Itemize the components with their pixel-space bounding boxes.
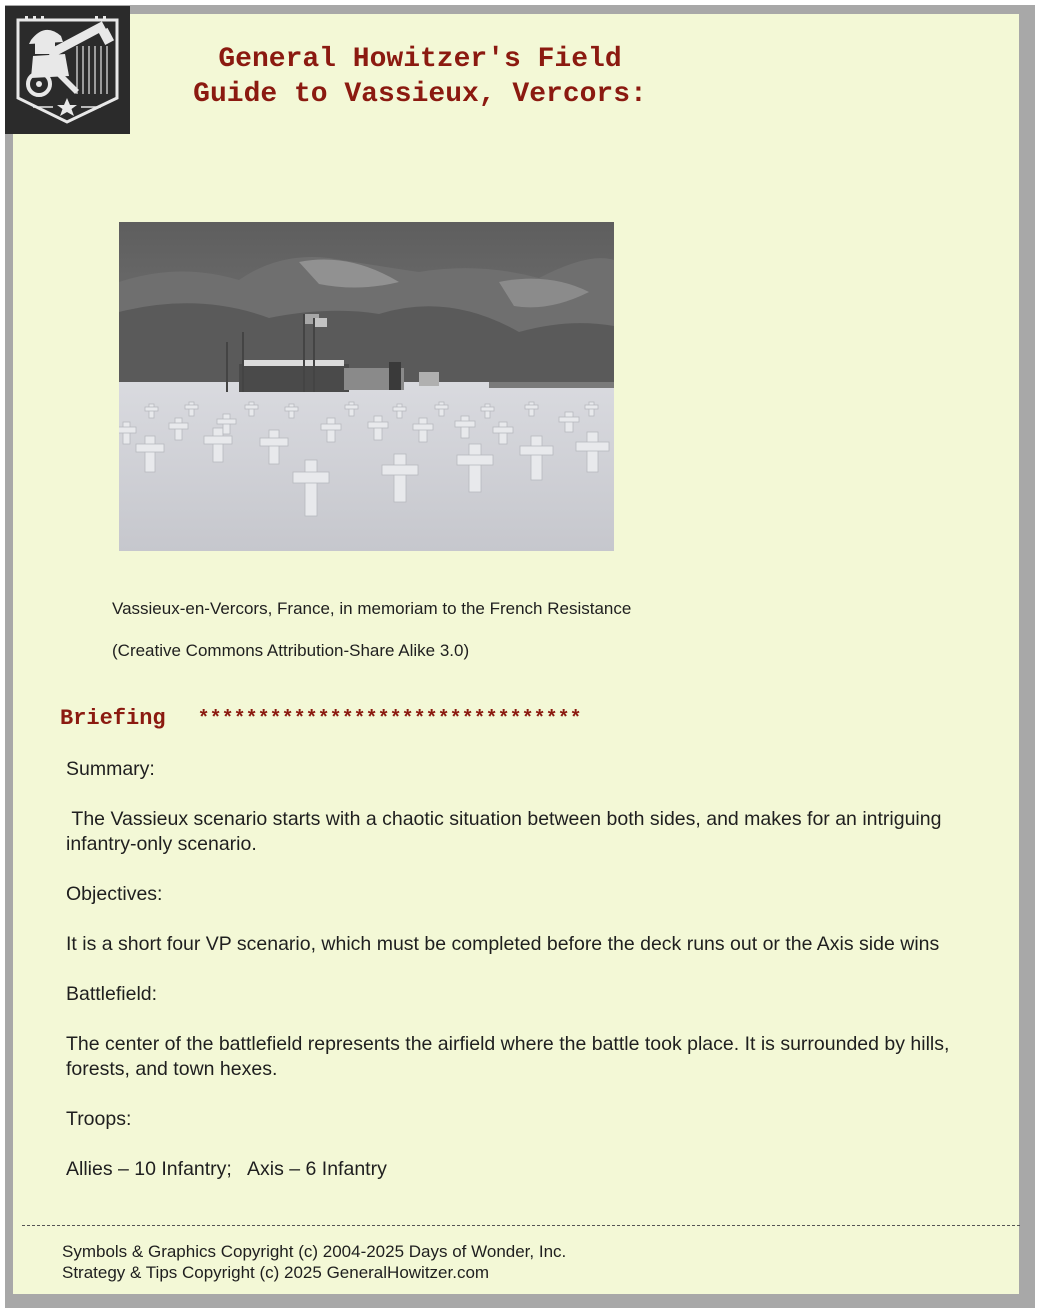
summary-label: Summary: bbox=[66, 758, 155, 780]
howitzer-soldier-icon bbox=[5, 6, 130, 134]
footer bbox=[62, 1241, 566, 1283]
title-line-2: Guide to Vassieux, Vercors: bbox=[193, 79, 647, 110]
briefing-stars: ******************************** bbox=[197, 708, 582, 731]
battlefield-text: The center of the battlefield represents the airfield where the battle took place. It is surrounded by hills, forests, and town hexes. bbox=[66, 1033, 955, 1080]
page-title bbox=[140, 42, 700, 112]
footer-copyright-graphics: Symbols & Graphics Copyright (c) 2004-2025 Days of Wonder, Inc. bbox=[62, 1242, 567, 1261]
license-text: (Creative Commons Attribution-Share Alike 3.0) bbox=[112, 641, 470, 660]
caption-text: Vassieux-en-Vercors, France, in memoriam to the French Resistance bbox=[112, 599, 632, 618]
photo-caption bbox=[112, 598, 672, 661]
footer-divider bbox=[22, 1225, 1020, 1226]
troops-text: Allies – 10 Infantry; Axis – 6 Infantry bbox=[66, 1158, 387, 1180]
title-line-1: General Howitzer's Field bbox=[218, 44, 622, 75]
footer-copyright-strategy: Strategy & Tips Copyright (c) 2025 GeneralHowitzer.com bbox=[62, 1263, 490, 1282]
troops-label: Troops: bbox=[66, 1108, 132, 1130]
objectives-label: Objectives: bbox=[66, 883, 163, 905]
briefing-content bbox=[66, 757, 996, 1207]
briefing-heading bbox=[60, 706, 582, 733]
briefing-label: Briefing bbox=[60, 706, 166, 731]
battlefield-label: Battlefield: bbox=[66, 983, 158, 1005]
summary-text: The Vassieux scenario starts with a chaotic situation between both sides, and makes for an intriguing infantry-only scenario. bbox=[66, 808, 947, 855]
cemetery-photo bbox=[119, 222, 614, 551]
objectives-text: It is a short four VP scenario, which must be completed before the deck runs out or the Axis side wins bbox=[66, 933, 940, 955]
